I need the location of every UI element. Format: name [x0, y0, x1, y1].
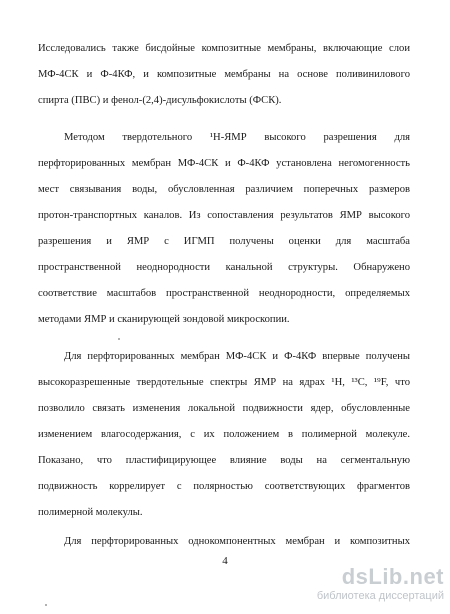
text-line-9: пространственной неоднородности канальной структуры. Обнаружено	[38, 262, 410, 273]
text-line-14: позволило связать изменения локальной подвижности ядер, обусловленные	[38, 403, 410, 414]
text-line-1: Исследовались также бисдойные композитные мембраны, включающие слои	[38, 43, 410, 54]
text-line-6: мест связывания воды, обусловленная различием поперечных размеров	[38, 184, 410, 195]
text-line-18: полимерной молекулы.	[38, 507, 143, 518]
text-line-3: спирта (ПВС) и фенол-(2,4)-дисульфокислоты (ФСК).	[38, 95, 282, 106]
text-line-4: Методом твердотельного ¹Н-ЯМР высокого разрешения для	[64, 132, 410, 143]
text-line-5: перфторированных мембран МФ-4СК и Ф-4КФ установлена негомогенность	[38, 158, 410, 169]
watermark-subtitle: библиотека диссертаций	[316, 590, 444, 602]
text-line-19: Для перфторированных однокомпонентных мембран и композитных	[64, 536, 410, 547]
text-line-2: МФ-4СК и Ф-4КФ, и композитные мембраны на основе поливинилового	[38, 69, 410, 80]
text-line-13: высокоразрешенные твердотельные спектры ЯМР на ядрах ¹Н, ¹³С, ¹⁹F, что	[38, 377, 410, 388]
text-line-10: соответствие масштабов пространственной неоднородности, определяемых	[38, 288, 410, 299]
text-line-15: изменением влагосодержания, с их положением в полимерной молекуле.	[38, 429, 410, 440]
watermark-tld: net	[409, 564, 444, 589]
text-line-16: Показано, что пластифицирующее влияние воды на сегментальную	[38, 455, 410, 466]
text-line-17: подвижность коррелирует с полярностью соответствующих фрагментов	[38, 481, 410, 492]
watermark-main: dsLib	[341, 564, 403, 589]
scan-speck	[45, 604, 47, 606]
text-line-11: методами ЯМР и сканирующей зондовой микроскопии.	[38, 314, 290, 325]
text-line-12: Для перфторированных мембран МФ-4СК и Ф-4КФ впервые получены	[64, 351, 410, 362]
text-line-8: разрешения и ЯМР с ИГМП получены оценки для масштаба	[38, 236, 410, 247]
watermark-logo	[274, 566, 444, 603]
page-number: 4	[222, 555, 228, 567]
watermark-site	[274, 566, 444, 588]
scan-speck	[118, 338, 120, 340]
text-line-7: протон-транспортных каналов. Из сопоставления результатов ЯМР высокого	[38, 210, 410, 221]
watermark-dot: .	[402, 564, 410, 589]
